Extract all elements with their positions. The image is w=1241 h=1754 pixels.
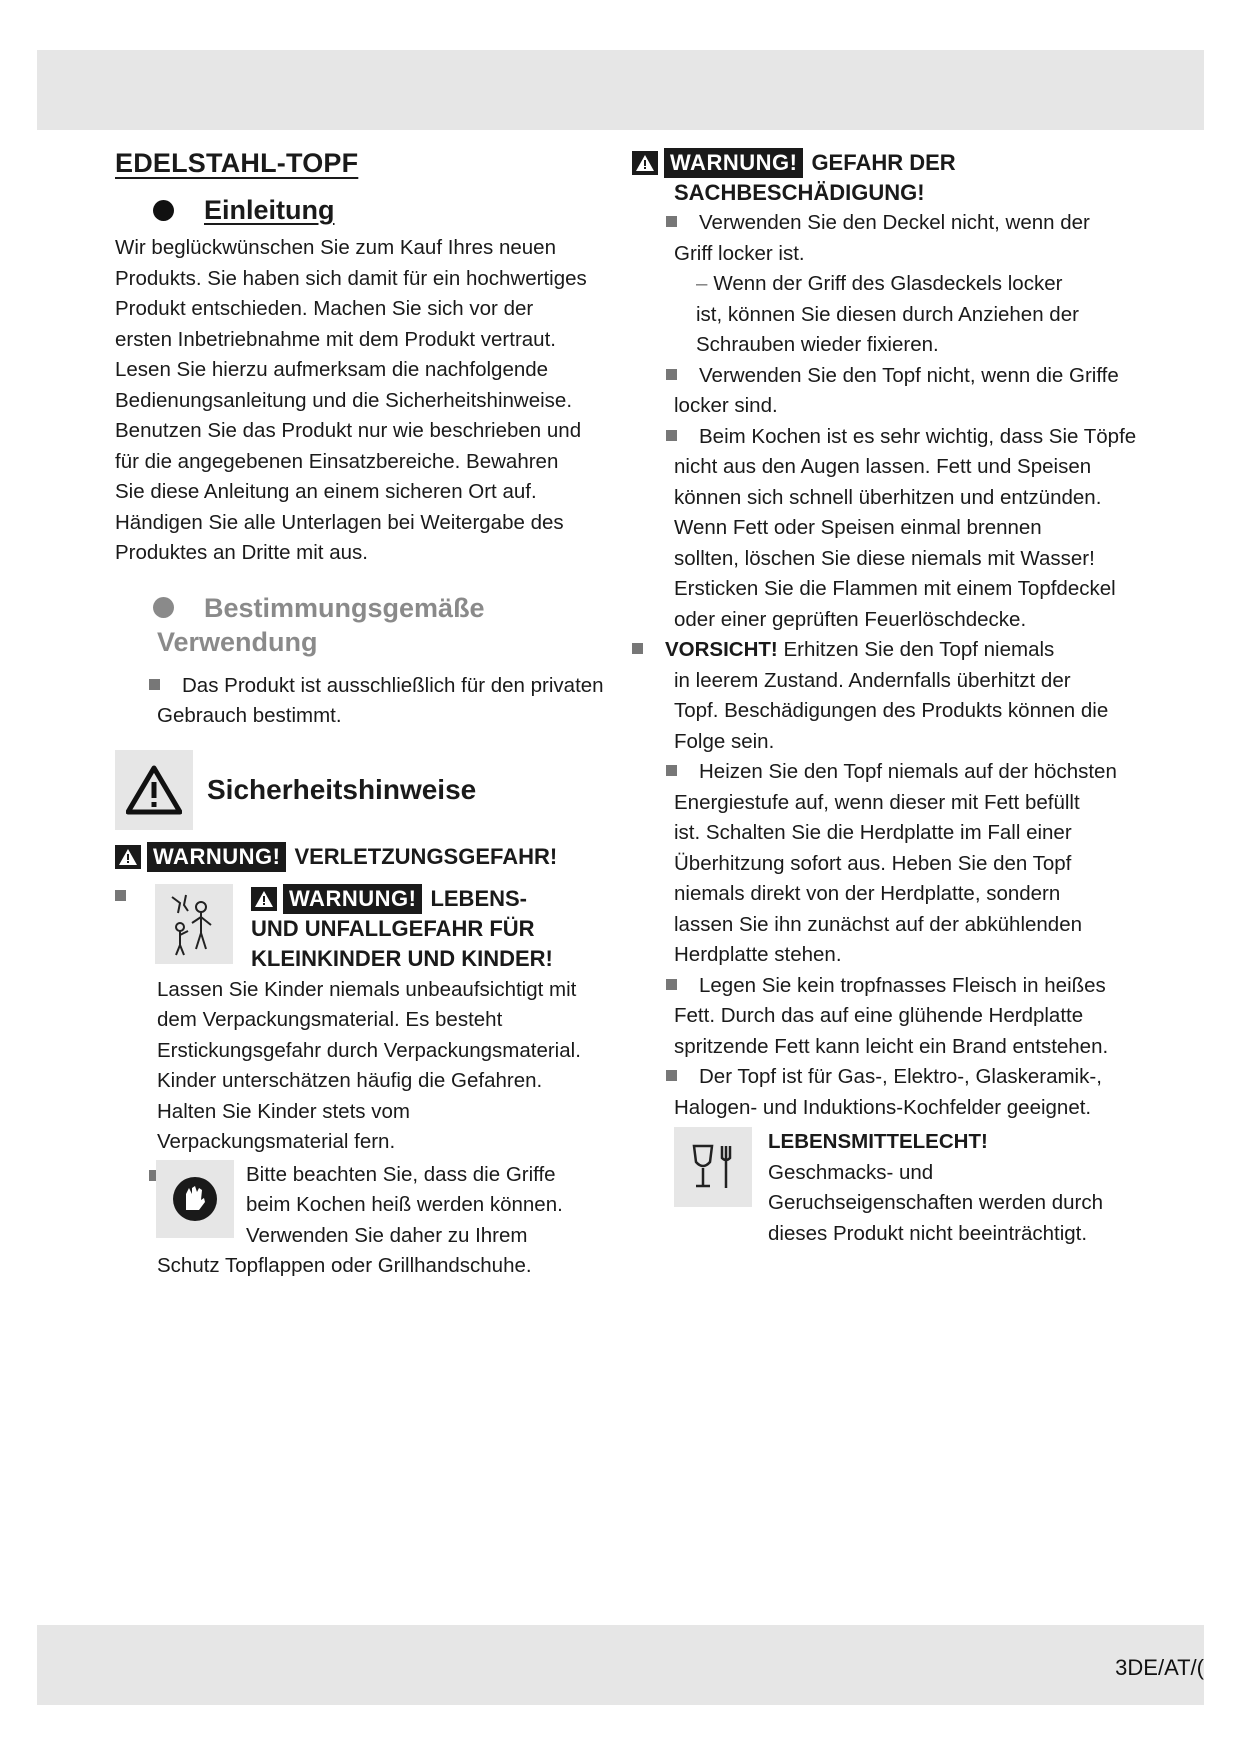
list-item: Legen Sie kein tropfnasses Fleisch in heißes: [666, 971, 1172, 1002]
warning-icon: [115, 845, 141, 869]
list-item: Heizen Sie den Topf niemals auf der höchsten: [666, 757, 1172, 788]
warning-triangle-icon: [115, 750, 193, 830]
safety-heading: Sicherheitshinweise: [115, 750, 625, 830]
warning-icon: [251, 887, 277, 911]
child-warning-text: Lassen Sie Kinder niemals unbeaufsichtigt mit dem Verpackungsmaterial. Es besteht Erstickungsgefahr durch Verpackungsmaterial. Kinder unterschätzen häufig die Gefahren. Halten Sie Kinder stets vom Verpackungsmaterial fern.: [157, 977, 581, 1153]
square-bullet-icon: [666, 979, 677, 990]
square-bullet-icon: [115, 890, 126, 901]
use-heading-line-2: Verwendung: [157, 626, 318, 657]
use-heading: Bestimmungsgemäße: [153, 591, 625, 625]
list-item: Beim Kochen ist es sehr wichtig, dass Sie Töpfe: [666, 422, 1172, 453]
square-bullet-icon: [666, 369, 677, 380]
glove-note: Bitte beachten Sie, dass die Griffe beim Kochen heiß werden können. Verwenden Sie daher zu Ihrem: [115, 1160, 625, 1252]
caution-item: VORSICHT! Erhitzen Sie den Topf niemals: [632, 635, 1172, 666]
warning-icon: [632, 151, 658, 175]
use-paragraph: Das Produkt ist ausschließlich für den privaten Gebrauch bestimmt.: [115, 671, 625, 732]
left-column: [115, 148, 625, 1282]
square-bullet-icon: [666, 1070, 677, 1081]
list-item: Verwenden Sie den Topf nicht, wenn die Griffe: [666, 361, 1172, 392]
property-damage-list: Verwenden Sie den Deckel nicht, wenn der Griff locker ist. – Wenn der Griff des Glasdeckels locker ist, können Sie diesen durch Anziehen der Schrauben wieder fixieren. Verwenden Sie den Topf nicht, wenn die Griffe locker sind. Beim Kochen ist es sehr wichtig, dass Sie Töpfe nicht aus den Augen lassen. Fett und Speisen können sich schnell überhitzen und entzünden. Wenn Fett oder Speisen einmal brennen sollten, löschen Sie diese niemals mit Wasser! Ersticken Sie die Flammen mit einem Topfdeckel oder einer geprüften Feuerlöschdecke.: [632, 208, 1172, 635]
right-column: WARNUNG! GEFAHR DER SACHBESCHÄDIGUNG! Verwenden Sie den Deckel nicht, wenn der Griff locker ist. – Wenn der Griff des Glasdeckels locker ist, können Sie diesen durch Anziehen der Schrauben wieder fixieren. Verwenden Sie den Topf nicht, wenn die Griffe locker sind. Beim Kochen ist es sehr wichtig, dass Sie Töpfe nicht aus den Augen lassen. Fett und Speisen können sich schnell überhitzen und entzünden. Wenn Fett oder Speisen einmal brennen sollten, löschen Sie diese niemals mit Wasser! Ersticken Sie die Flammen mit einem Topfdeckel oder einer geprüften Feuerlöschdecke. VORSICHT! Erhitzen Sie den Topf niemals in leerem Zustand. Andernfalls überhitzt der Topf. Beschädigungen des Produkts können die Folge sein. Heizen Sie den Topf niemals auf der höchsten Energiestufe auf, wenn dieser mit Fett befüllt ist. Schalten Sie die Herdplatte im Fall einer Überhitzung sofort aus. Heben Sie den Topf niemals direkt von der Herdplatte, sondern lassen Sie ihn zunächst auf der abkühlenden Herdplatte stehen. Legen Sie kein tropfnasses Fleisch in heißes Fett. Durch das auf eine glühende Herdplatte spritzende Fett kann leicht ein Brand entstehen. Der Topf ist für Gas-, Elektro-, Glaskeramik-, Halogen- und Induktions-Kochfelder geeignet. LEBENSMITTELECHT! Geschmacks- und Geruchseigenschaften werden durch dieses Produkt nicht beeinträchtigt.: [632, 148, 1172, 1249]
list-item: Verwenden Sie den Deckel nicht, wenn der: [666, 208, 1172, 239]
glove-note-last-line: Schutz Topflappen oder Grillhandschuhe.: [157, 1254, 532, 1277]
square-bullet-icon: [632, 643, 643, 654]
glass-fork-icon: [674, 1127, 752, 1207]
intro-paragraph: Wir beglückwünschen Sie zum Kauf Ihres neuen Produkts. Sie haben sich damit für ein hochwertiges Produkt entschieden. Machen Sie sich vor der ersten Inbetriebnahme mit dem Produkt vertraut. Lesen Sie hierzu aufmerksam die nachfolgende Bedienungsanleitung und die Sicherheitshinweise. Benutzen Sie das Produkt nur wie beschrieben und für die angegebenen Einsatzbereiche. Bewahren Sie diese Anleitung an einem sicheren Ort auf. Händigen Sie alle Unterlagen bei Weitergabe des Produktes an Dritte mit aus.: [115, 236, 587, 564]
food-safe-note: LEBENSMITTELECHT! Geschmacks- und Geruchseigenschaften werden durch dieses Produkt nicht beeinträchtigt.: [674, 1127, 1172, 1249]
document-title: EDELSTAHL-TOPF: [115, 148, 359, 178]
property-damage-warning: WARNUNG! GEFAHR DER: [632, 148, 1172, 178]
square-bullet-icon: [666, 765, 677, 776]
list-item: Der Topf ist für Gas-, Elektro-, Glaskeramik-,: [666, 1062, 1172, 1093]
glove-icon: [156, 1160, 234, 1238]
bullet-dot-icon: [153, 200, 174, 221]
page-number: 3DE/AT/(: [1115, 1655, 1204, 1680]
child-hazard-icon: [155, 884, 233, 964]
square-bullet-icon: [666, 216, 677, 227]
sub-item: – Wenn der Griff des Glasdeckels locker ist, können Sie diesen durch Anziehen der Schrauben wieder fixieren.: [696, 272, 1079, 356]
bullet-dot-icon: [153, 597, 174, 618]
square-bullet-icon: [666, 430, 677, 441]
injury-warning: WARNUNG! VERLETZUNGSGEFAHR!: [115, 842, 625, 872]
intro-heading: Einleitung: [153, 193, 625, 227]
square-bullet-icon: [149, 679, 160, 690]
child-warning: WARNUNG! LEBENS- UND UNFALLGEFAHR FÜR KLEINKINDER UND KINDER!: [115, 884, 625, 975]
header-band: [37, 50, 1204, 130]
footer-band: [37, 1625, 1204, 1705]
